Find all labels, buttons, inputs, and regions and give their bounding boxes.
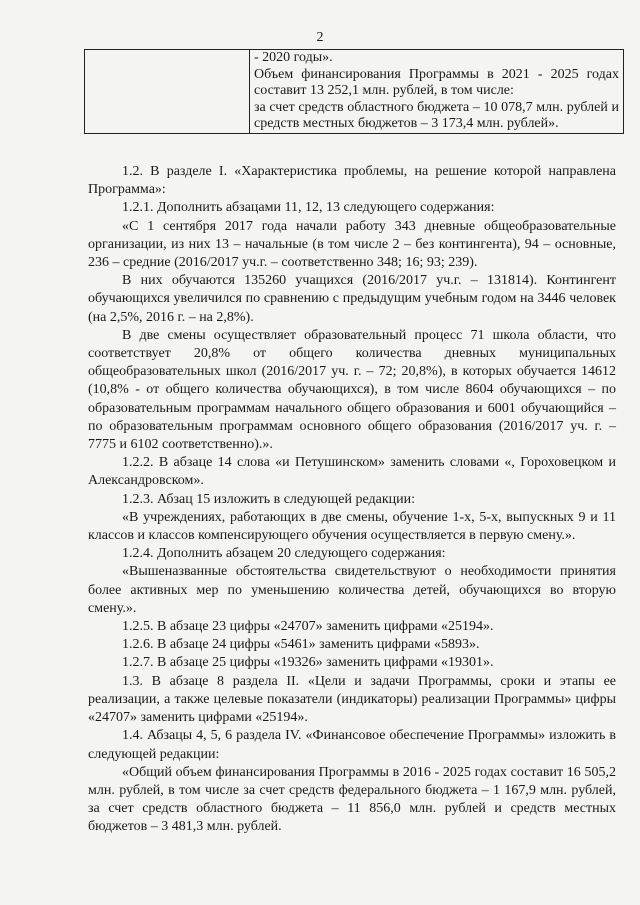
paragraph: «Вышеназванные обстоятельства свидетельствуют о необходимости принятия более активных мер по уменьшению количества детей, обучающихся во вторую смену.». xyxy=(88,564,616,616)
table-line: за счет средств областного бюджета – 10 078,7 млн. рублей и средств местных бюджетов – 3 173,4 млн. рублей». xyxy=(254,99,619,131)
paragraph: 1.2.3. Абзац 15 изложить в следующей редакции: xyxy=(122,491,416,507)
table-row xyxy=(85,50,624,134)
table-right-cell xyxy=(250,50,624,134)
paragraph: 1.2. В разделе I. «Характеристика проблемы, на решение которой направлена Программа»: xyxy=(88,164,616,198)
table-line: - 2020 годы». xyxy=(254,50,333,65)
paragraph: В них обучаются 135260 учащихся (2016/2017 уч.г. – 131814). Контингент обучающихся увеличился по сравнению с предыдущим учебным годом на 3446 человек (на 2,5%, 2016 г. – на 2,8%). xyxy=(88,273,616,325)
page-number: 2 xyxy=(316,30,324,45)
paragraph: «Общий объем финансирования Программы в 2016 - 2025 годах составит 16 505,2 млн. рублей, в том числе за счет средств федерального бюджета – 1 167,9 млн. рублей, за счет средств областного бюджета – 11 856,0 млн. рублей и средств местных бюджетов – 3 481,3 млн. рублей. xyxy=(88,764,616,835)
table-line: Объем финансирования Программы в 2021 - 2025 годах составит 13 252,1 млн. рублей, в том числе: xyxy=(254,66,619,98)
paragraph: 1.2.7. В абзаце 25 цифры «19326» заменить цифрами «19301». xyxy=(122,655,494,671)
paragraph: 1.3. В абзаце 8 раздела II. «Цели и задачи Программы, сроки и этапы ее реализации, а также целевые показатели (индикаторы) реализации Программы» цифры «24707» заменить цифрами «25194». xyxy=(88,673,616,726)
paragraph: 1.4. Абзацы 4, 5, 6 раздела IV. «Финансовое обеспечение Программы» изложить в следующей редакции: xyxy=(88,728,616,762)
paragraph: 1.2.1. Дополнить абзацами 11, 12, 13 следующего содержания: xyxy=(122,200,495,216)
paragraph: В две смены осуществляет образовательный процесс 71 школа области, что соответствует 20,8% от общего количества дневных муниципальных общеобразовательных школ (2016/2017 уч. г. – 72; 20,8%), в которых обучается 14612 (10,8% - от общего количества обучающихся), в том числе 8604 обучающихся – по образовательным программам начального общего образования и 6001 обучающийся – по образовательным программам основного общего образования (2016/2017 уч. г. – 7775 и 6102 соответственно).». xyxy=(88,327,616,453)
program-table xyxy=(84,49,624,134)
paragraph: 1.2.6. В абзаце 24 цифры «5461» заменить цифрами «5893». xyxy=(122,637,480,653)
document-body xyxy=(88,163,616,837)
paragraph: 1.2.5. В абзаце 23 цифры «24707» заменить цифрами «25194». xyxy=(122,619,494,635)
paragraph: «С 1 сентября 2017 года начали работу 343 дневные общеобразовательные организации, из них 13 – начальные (в том числе 2 – без контингента), 94 – основные, 236 – средние (2016/2017 уч.г. – соответственно 348; 16; 93; 239). xyxy=(88,218,616,271)
paragraph: «В учреждениях, работающих в две смены, обучение 1-х, 5-х, выпускных 9 и 11 классов и классов компенсирующего обучения осуществляется в первую смену.». xyxy=(88,509,616,544)
paragraph: 1.2.2. В абзаце 14 слова «и Петушинском» заменить словами «, Гороховецком и Александровском». xyxy=(88,455,616,489)
table-left-cell xyxy=(85,50,250,134)
paragraph: 1.2.4. Дополнить абзацем 20 следующего содержания: xyxy=(122,546,446,562)
